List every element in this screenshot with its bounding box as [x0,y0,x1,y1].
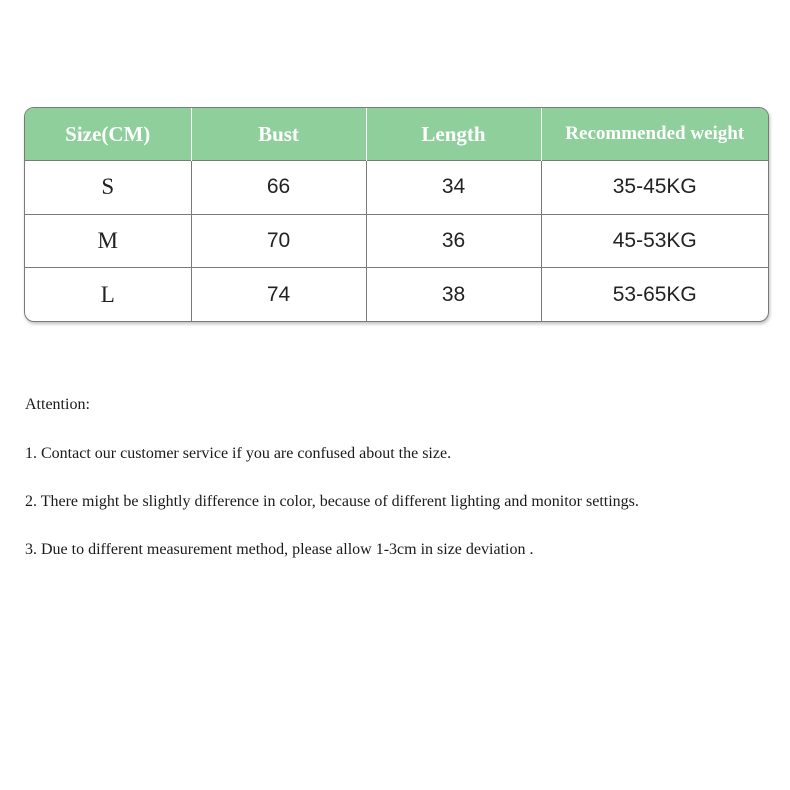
length-cell: 34 [366,161,541,215]
attention-notes [25,396,785,589]
weight-cell: 45-53KG [541,214,768,268]
size-cell: S [25,161,191,215]
table-row [25,268,768,321]
weight-cell: 35-45KG [541,161,768,215]
bust-cell: 66 [191,161,366,215]
weight-cell: 53-65KG [541,268,768,321]
table-row [25,161,768,215]
table-header-row [25,108,768,161]
length-cell: 38 [366,268,541,321]
size-table [25,108,768,321]
header-recommended-weight: Recommended weight [541,108,768,161]
attention-title: Attention: [25,396,90,413]
size-cell: M [25,214,191,268]
note-item: 2. There might be slightly difference in color, because of different lighting and monitor settings. [25,493,639,510]
length-cell: 36 [366,214,541,268]
size-chart [24,107,769,322]
header-size: Size(CM) [25,108,191,161]
size-cell: L [25,268,191,321]
table-row [25,214,768,268]
note-item: 1. Contact our customer service if you are confused about the size. [25,445,452,462]
header-length: Length [366,108,541,161]
note-item: 3. Due to different measurement method, please allow 1-3cm in size deviation . [25,541,534,558]
bust-cell: 74 [191,268,366,321]
header-bust: Bust [191,108,366,161]
bust-cell: 70 [191,214,366,268]
